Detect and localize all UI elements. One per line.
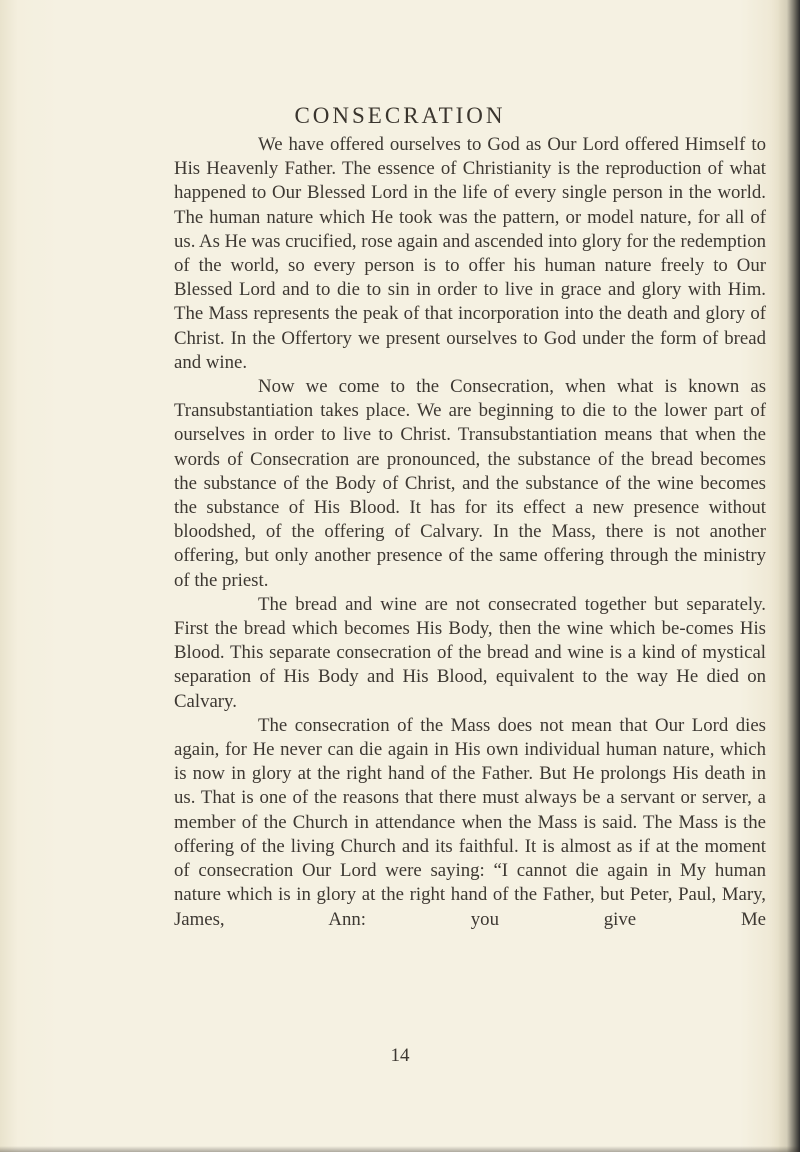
chapter-heading: CONSECRATION — [294, 103, 506, 128]
paragraph-2: Now we come to the Consecration, when what is known as Transubstantiation takes place. We are beginning to die to the lower part of ourselves in order to live to Christ. Transubstantiation means that when the words of Consecration are pronounced, the substance of the bread becomes the substance of the Body of Christ, and the substance of the wine becomes the substance of His Blood. It has for its effect a new presence without bloodshed, of the offering of Calvary. In the Mass, there is not another offering, but only another presence of the same offering through the ministry of the priest. — [174, 376, 766, 591]
page-edge-shadow — [778, 0, 800, 1152]
page-bottom-edge — [0, 1146, 800, 1152]
paragraph-3: The bread and wine are not consecrated together but separately. First the bread which becomes His Body, then the wine which be-comes His Blood. This separate consecration of the bread and wine is a kind of mystical separation of His Body and His Blood, equivalent to the way He died on Calvary. — [174, 593, 766, 712]
body-text — [174, 133, 766, 932]
paragraph-1: We have offered ourselves to God as Our Lord offered Himself to His Heavenly Father. The essence of Christianity is the reproduction of what happened to Our Blessed Lord in the life of every single person in the world. The human nature which He took was the pattern, or model nature, for all of us. As He was crucified, rose again and ascended into glory for the redemption of the world, so every person is to offer his human nature freely to Our Blessed Lord and to die to sin in order to live in grace and glory with Him. The Mass represents the peak of that incorporation into the death and glory of Christ. In the Offertory we present ourselves to God under the form of bread and wine. — [174, 134, 766, 373]
page-number: 14 — [390, 1045, 410, 1066]
paragraph-4: The consecration of the Mass does not mean that Our Lord dies again, for He never can die again in His own individual human nature, which is now in glory at the right hand of the Father. But He prolongs His death in us. That is one of the reasons that there must always be a servant or server, a member of the Church in attendance when the Mass is said. The Mass is the offering of the living Church and its faithful. It is almost as if at the moment of consecration Our Lord were saying: “I cannot die again in My human nature which is in glory at the right hand of the Father, but Peter, Paul, Mary, James, Ann: you give Me — [174, 714, 766, 930]
